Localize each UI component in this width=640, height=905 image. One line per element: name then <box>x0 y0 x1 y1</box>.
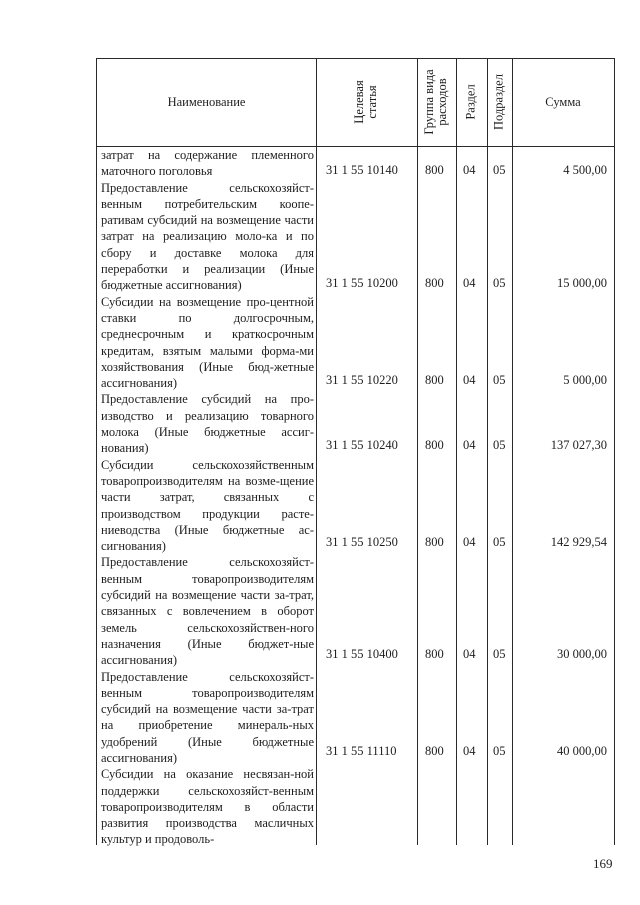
cell-expense-group: 800 <box>425 647 444 661</box>
header-name: Наименование <box>167 94 246 109</box>
header-expense-group: Группа вида расходов <box>422 69 449 135</box>
cell-expense-group: 800 <box>425 438 444 452</box>
column-divider-target <box>316 58 317 845</box>
cell-sum: 137 027,30 <box>550 438 607 452</box>
cell-sum: 15 000,00 <box>557 276 607 290</box>
cell-section: 04 <box>463 647 476 661</box>
cell-section: 04 <box>463 276 476 290</box>
cell-target-code: 31 1 55 10400 <box>326 647 398 661</box>
cell-target-code: 31 1 55 10140 <box>326 163 398 177</box>
cell-target-code: 31 1 55 10240 <box>326 438 398 452</box>
table-border-left <box>96 58 97 845</box>
page-number: 169 <box>593 856 613 871</box>
cell-target-code: 31 1 55 10250 <box>326 535 398 549</box>
row-name: Предоставление сельскохозяйст-венным потребительским коопе-ративам субсидий на возмещение части затрат на реализацию моло-ка и по сбору и доставке молока для переработки и реализации (Иные бюджетные ассигнования) <box>101 180 314 293</box>
cell-section: 04 <box>463 373 476 387</box>
header-section: Раздел <box>463 84 478 120</box>
cell-section: 04 <box>463 163 476 177</box>
cell-sum: 5 000,00 <box>563 373 607 387</box>
cell-expense-group: 800 <box>425 744 444 758</box>
row-name: Предоставление сельскохозяйст-венным товаропроизводителям субсидий на возмещение части за-трат на приобретение минераль-ных удобрений (Иные бюджетные ассигнования) <box>101 669 314 765</box>
cell-target-code: 31 1 55 10200 <box>326 276 398 290</box>
cell-sum: 40 000,00 <box>557 744 607 758</box>
cell-subsection: 05 <box>493 744 506 758</box>
row-name: Субсидии на возмещение про-центной ставки по долгосрочным, среднесрочным и краткосрочным кредитам, взятым малыми форма-ми хозяйствования (Иные бюд-жетные ассигнования) <box>101 294 314 391</box>
cell-subsection: 05 <box>493 438 506 452</box>
cell-expense-group: 800 <box>425 535 444 549</box>
cell-expense-group: 800 <box>425 163 444 177</box>
cell-expense-group: 800 <box>425 276 444 290</box>
cell-expense-group: 800 <box>425 373 444 387</box>
row-name: Субсидии сельскохозяйственным товаропроизводителям на возме-щение части затрат, связанных с производством продукции расте-ниеводства (Иные бюджетные ас-сигнования) <box>101 457 314 554</box>
cell-subsection: 05 <box>493 373 506 387</box>
cell-subsection: 05 <box>493 647 506 661</box>
row-name: Предоставление субсидий на про-изводство и реализацию товарного молока (Иные бюджетные ассиг-нования) <box>101 392 314 456</box>
cell-target-code: 31 1 55 11110 <box>326 744 397 758</box>
cell-section: 04 <box>463 438 476 452</box>
row-name: Предоставление сельскохозяйст-венным товаропроизводителям субсидий на возмещение части за-трат, связанных с вовлечением в оборот земель сельскохозяйствен-ного назначения (Иные бюджет-ные ассигнования) <box>101 555 314 668</box>
cell-subsection: 05 <box>493 535 506 549</box>
cell-subsection: 05 <box>493 163 506 177</box>
name-column <box>101 147 314 848</box>
column-divider-section <box>456 58 457 845</box>
header-target-article: Целевая статья <box>352 80 379 124</box>
cell-section: 04 <box>463 744 476 758</box>
cell-target-code: 31 1 55 10220 <box>326 373 398 387</box>
header-subsection: Подраздел <box>491 74 506 130</box>
cell-sum: 142 929,54 <box>550 535 607 549</box>
column-divider-group <box>417 58 418 845</box>
cell-sum: 4 500,00 <box>563 163 607 177</box>
row-name: затрат на содержание племенного маточного поголовья <box>101 148 314 179</box>
column-divider-subsection <box>487 58 488 845</box>
cell-subsection: 05 <box>493 276 506 290</box>
cell-section: 04 <box>463 535 476 549</box>
table-border-right <box>614 58 615 845</box>
header-sum: Сумма <box>545 94 581 109</box>
row-name: Субсидии на оказание несвязан-ной поддержки сельскохозяйст-венным товаропроизводителям в области развития производства масличных культур и продоволь- <box>101 767 314 847</box>
cell-sum: 30 000,00 <box>557 647 607 661</box>
